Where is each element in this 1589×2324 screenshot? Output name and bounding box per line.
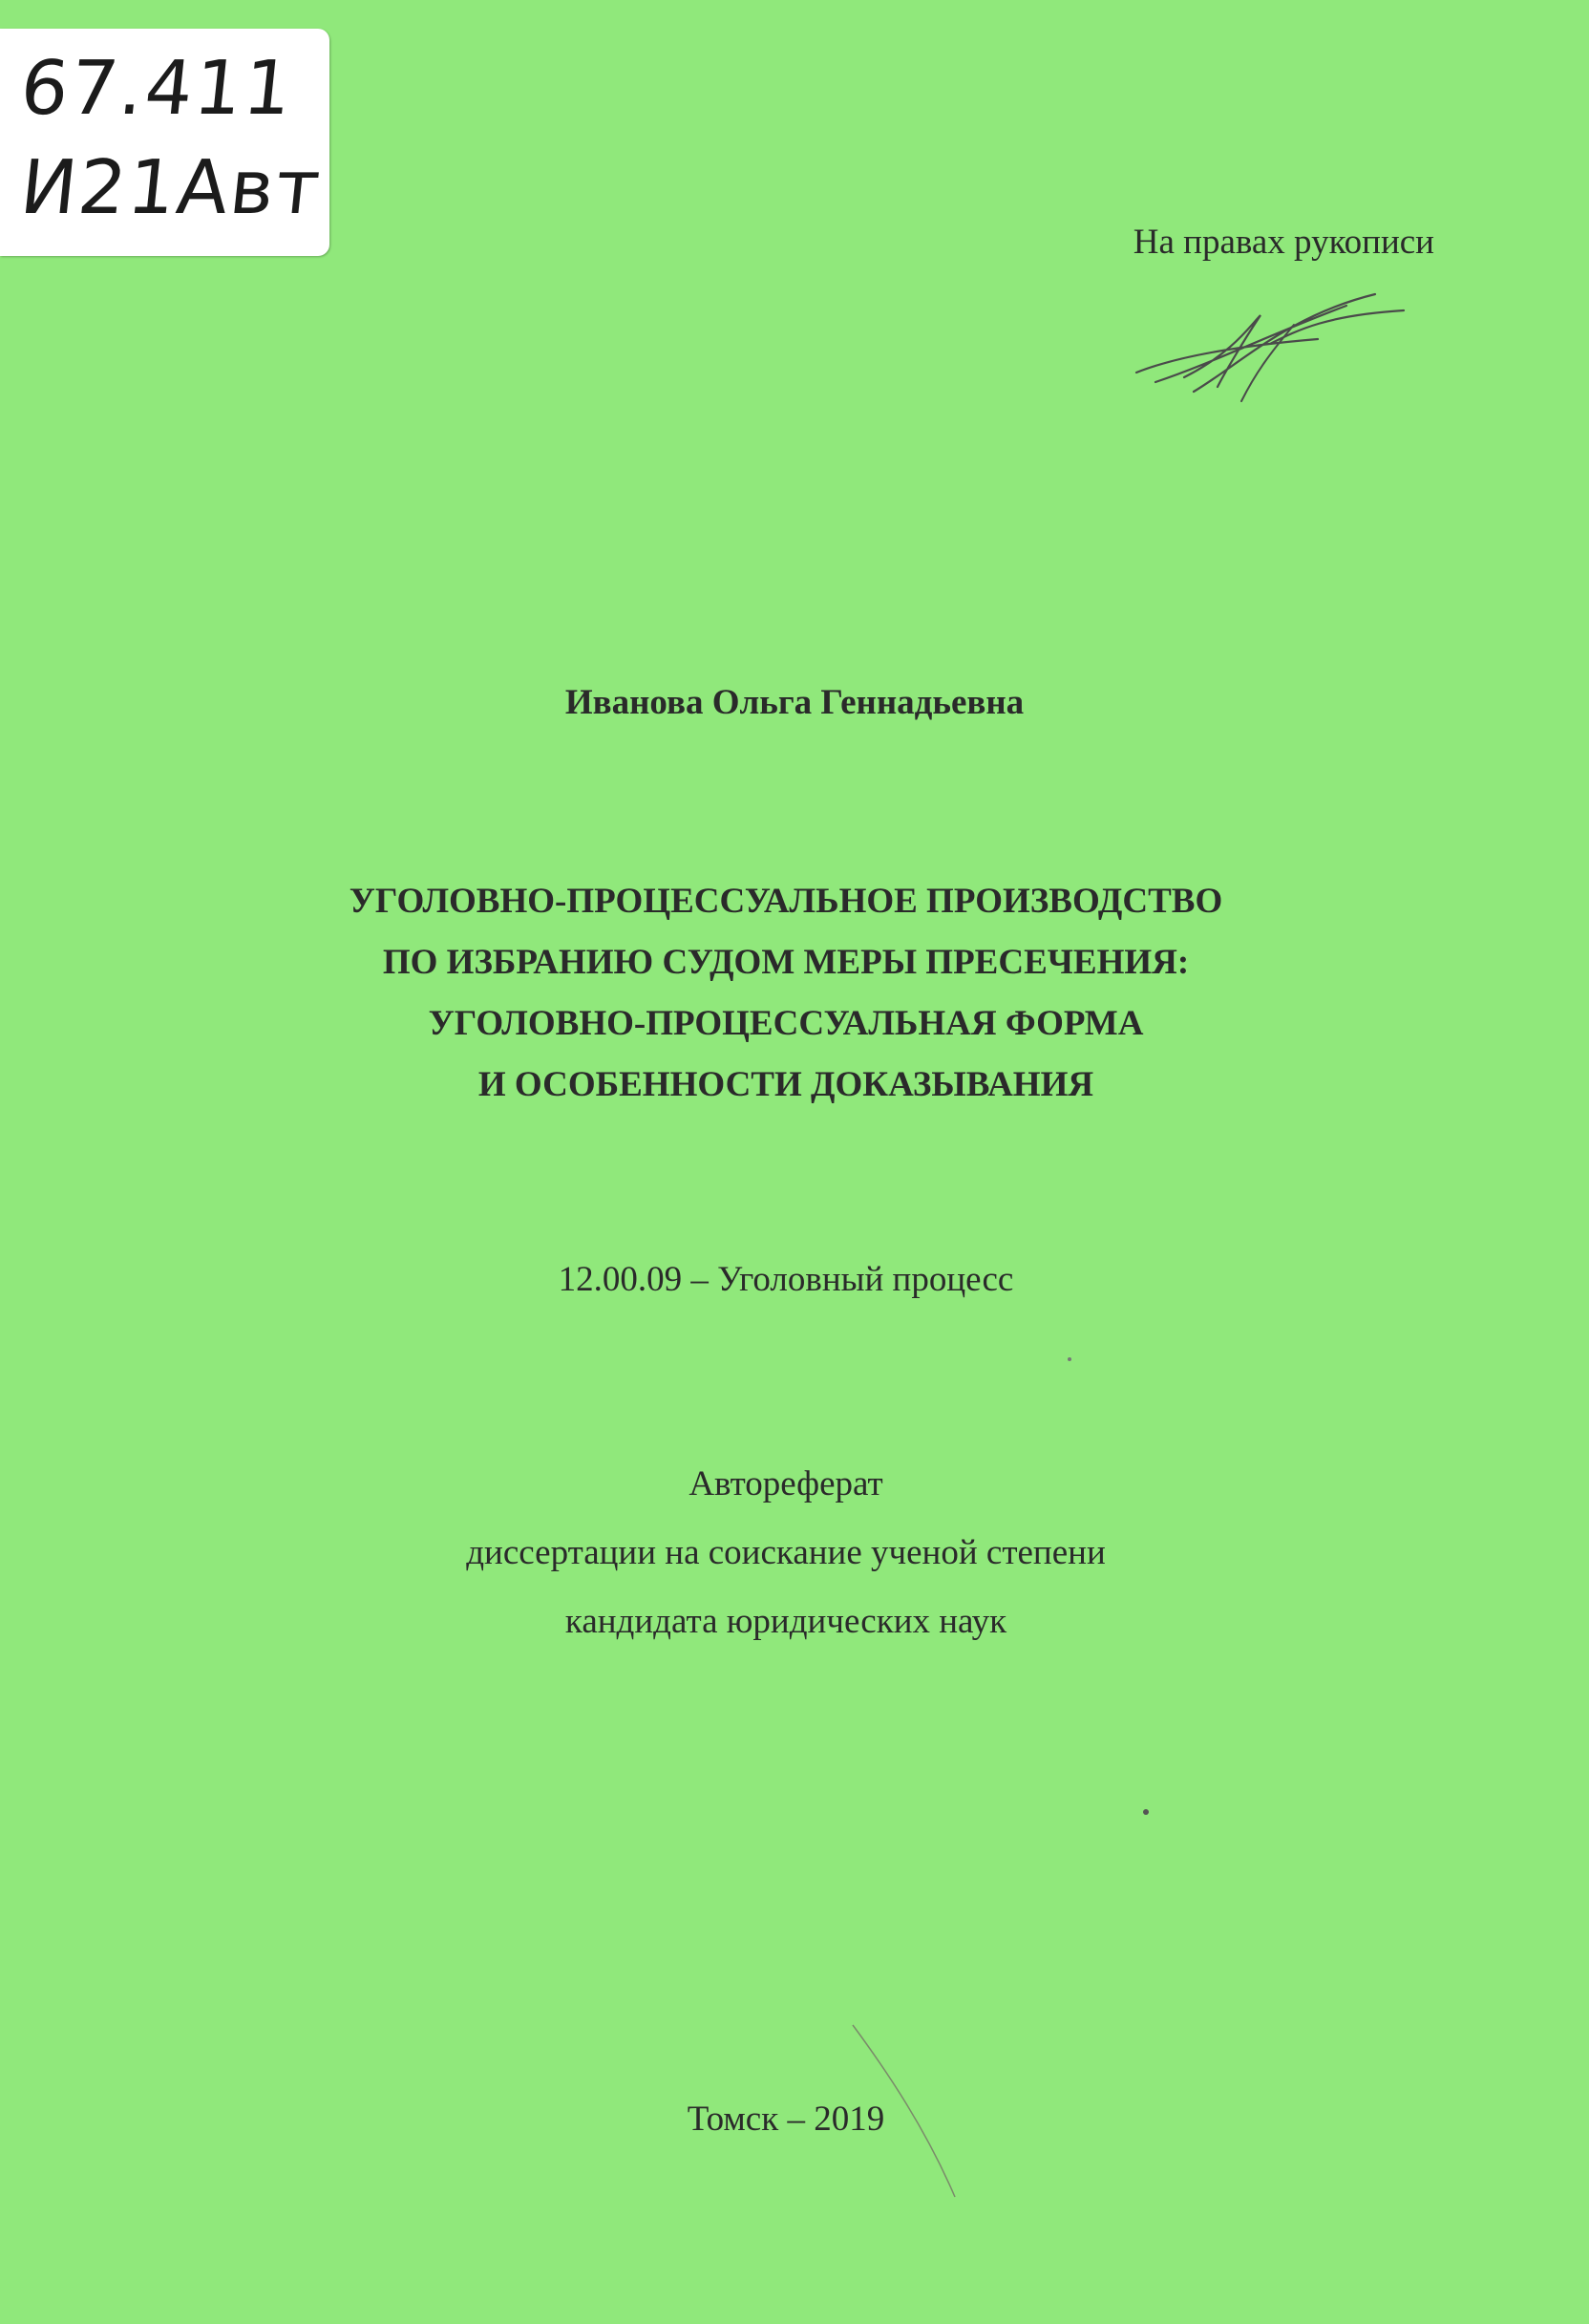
- title-line: УГОЛОВНО-ПРОЦЕССУАЛЬНОЕ ПРОИЗВОДСТВО: [349, 882, 1223, 921]
- dissertation-title: [0, 871, 1572, 1116]
- degree-statement: [0, 1450, 1572, 1656]
- library-sticker: [0, 29, 329, 256]
- title-line: И ОСОБЕННОСТИ ДОКАЗЫВАНИЯ: [477, 1065, 1094, 1104]
- title-line: УГОЛОВНО-ПРОЦЕССУАЛЬНАЯ ФОРМА: [428, 1004, 1144, 1043]
- sticker-classification: 67.411: [16, 46, 298, 132]
- degree-line: Автореферат: [689, 1464, 883, 1503]
- specialty-code: 12.00.09 – Уголовный процесс: [558, 1260, 1014, 1299]
- title-line: ПО ИЗБРАНИЮ СУДОМ МЕРЫ ПРЕСЕЧЕНИЯ:: [382, 943, 1190, 982]
- author-name: Иванова Ольга Геннадьевна: [564, 683, 1025, 722]
- place-and-year: Томск – 2019: [687, 2100, 885, 2139]
- rights-note: На правах рукописи: [1133, 223, 1434, 262]
- degree-line: кандидата юридических наук: [564, 1602, 1007, 1641]
- sticker-code: И21Авт: [16, 145, 327, 231]
- degree-line: диссертации на соискание ученой степени: [466, 1533, 1106, 1572]
- handwritten-signature: [1127, 287, 1413, 411]
